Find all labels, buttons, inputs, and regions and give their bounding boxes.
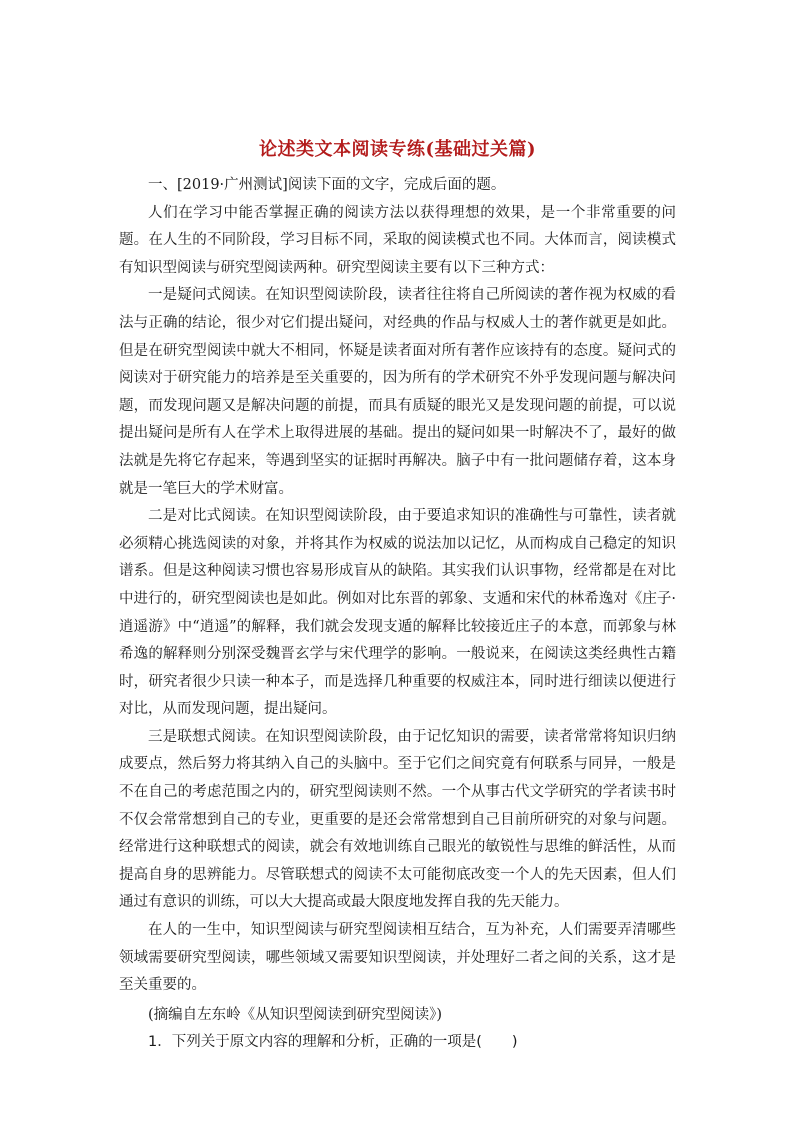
document-page [119, 136, 676, 1057]
source-citation: (摘编自左东岭《从知识型阅读到研究型阅读》) [148, 1006, 443, 1023]
question-intro: 一、[2019·广州测试]阅读下面的文字，完成后面的题。 [148, 177, 506, 193]
paragraph-2: 一是疑问式阅读。在知识型阅读阶段，读者往往将自己所阅读的著作视为权威的看法与正确的结论，很少对它们提出疑问，对经典的作品与权威人士的著作就更是如此。但是在研究型阅读中就大不相同，怀疑是读者面对所有著作应该持有的态度。疑问式的阅读对于研究能力的培养是至关重要的，因为所有的学术研究不外乎发现问题与解决问题，而发现问题又是解决问题的前提，而具有质疑的眼光又是发现问题的前提，可以说提出疑问是所有人在学术上取得进展的基础。提出的疑问如果一时解决不了，最好的做法就是先将它存起来，等遇到坚实的证据时再解决。脑子中有一批问题储存着，这本身就是一笔巨大的学术财富。 [119, 287, 676, 497]
page-title: 论述类文本阅读专练(基础过关篇) [258, 139, 537, 160]
paragraph-1: 人们在学习中能否掌握正确的阅读方法以获得理想的效果，是一个非常重要的问题。在人生的不同阶段，学习目标不同，采取的阅读模式也不同。大体而言，阅读模式有知识型阅读与研究型阅读两种。研究型阅读主要有以下三种方式： [119, 204, 676, 276]
question-1-text: 1．下列关于原文内容的理解和分析，正确的一项是( [148, 1034, 482, 1051]
question-1-close: ) [511, 1034, 518, 1051]
paragraph-5: 在人的一生中，知识型阅读与研究型阅读相互结合，互为补充，人们需要弄清哪些领域需要研究型阅读，哪些领域又需要知识型阅读，并处理好二者之间的关系，这才是至关重要的。 [119, 922, 676, 994]
paragraph-3: 二是对比式阅读。在知识型阅读阶段，由于要追求知识的准确性与可靠性，读者就必须精心挑选阅读的对象，并将其作为权威的说法加以记忆，从而构成自己稳定的知识谱系。但是这种阅读习惯也容易形成盲从的缺陷。其实我们认识事物，经常都是在对比中进行的，研究型阅读也是如此。例如对比东晋的郭象、支遁和宋代的林希逸对《庄子·逍遥游》中“逍遥”的解释，我们就会发现支遁的解释比较接近庄子的本意，而郭象与林希逸的解释则分别深受魏晋玄学与宋代理学的影响。一般说来，在阅读这类经典性古籍时，研究者很少只读一种本子，而是选择几种重要的权威注本，同时进行细读以便进行对比，从而发现问题，提出疑问。 [119, 508, 676, 718]
paragraph-4: 三是联想式阅读。在知识型阅读阶段，由于记忆知识的需要，读者常常将知识归纳成要点，然后努力将其纳入自己的头脑中。至于它们之间究竟有何联系与同异，一般是不在自己的考虑范围之内的，研究型阅读则不然。一个从事古代文学研究的学者读书时不仅会常常想到自己的专业，更重要的是还会常常想到自己目前所研究的对象与问题。经常进行这种联想式的阅读，就会有效地训练自己眼光的敏锐性与思维的鲜活性，从而提高自身的思辨能力。尽管联想式的阅读不太可能彻底改变一个人的先天因素，但人们通过有意识的训练，可以大大提高或最大限度地发挥自我的先天能力。 [119, 728, 676, 911]
question-1 [119, 1029, 676, 1057]
